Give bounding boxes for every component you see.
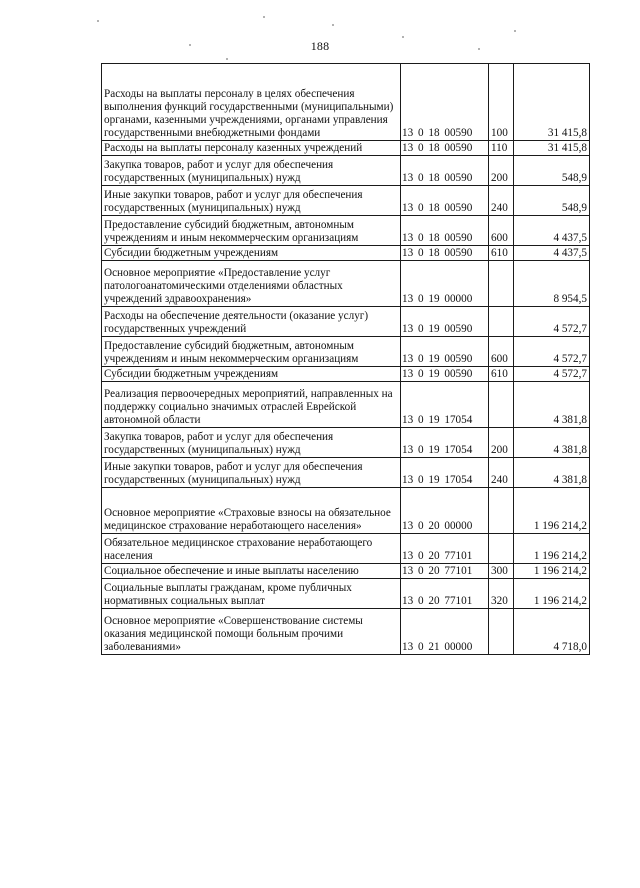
table-row <box>102 261 590 307</box>
table-row <box>102 367 590 382</box>
table-row <box>102 382 590 428</box>
scan-speck <box>189 44 191 46</box>
expense-name-cell: Расходы на выплаты персоналу в целях обеспечения выполнения функций государственными (муниципальными) органами, казенными учреждениями, органами управления государственными внебюджетными фондами <box>102 64 401 141</box>
amount-cell: 4 381,8 <box>514 428 590 458</box>
table-row <box>102 156 590 186</box>
expense-name-cell: Реализация первоочередных мероприятий, направленных на поддержку социально значимых отраслей Еврейской автономной области <box>102 382 401 428</box>
target-article-code-cell: 13 0 20 77101 <box>401 579 489 609</box>
expense-type-cell: 610 <box>489 246 514 261</box>
expense-name-cell: Основное мероприятие «Совершенствование системы оказания медицинской помощи больным прочими заболеваниями» <box>102 609 401 655</box>
expense-type-cell <box>489 534 514 564</box>
target-article-code-cell: 13 0 18 00590 <box>401 141 489 156</box>
expense-type-cell: 100 <box>489 64 514 141</box>
expense-type-cell <box>489 488 514 534</box>
target-article-code-cell: 13 0 19 17054 <box>401 428 489 458</box>
expense-name-cell: Иные закупки товаров, работ и услуг для обеспечения государственных (муниципальных) нужд <box>102 186 401 216</box>
expense-name-cell: Субсидии бюджетным учреждениям <box>102 246 401 261</box>
budget-table-body <box>102 64 590 655</box>
target-article-code-cell: 13 0 20 77101 <box>401 564 489 579</box>
expense-type-cell <box>489 307 514 337</box>
amount-cell: 4 437,5 <box>514 216 590 246</box>
table-row <box>102 216 590 246</box>
expense-type-cell: 200 <box>489 428 514 458</box>
scan-speck <box>226 58 228 60</box>
expense-type-cell: 240 <box>489 458 514 488</box>
expense-name-cell: Основное мероприятие «Страховые взносы на обязательное медицинское страхование неработающего населения» <box>102 488 401 534</box>
amount-cell: 548,9 <box>514 156 590 186</box>
amount-cell: 4 572,7 <box>514 367 590 382</box>
scan-speck <box>478 48 480 50</box>
page-number: 188 <box>310 39 330 53</box>
scan-speck <box>263 16 265 18</box>
amount-cell: 1 196 214,2 <box>514 579 590 609</box>
target-article-code-cell: 13 0 20 77101 <box>401 534 489 564</box>
target-article-code-cell: 13 0 18 00590 <box>401 246 489 261</box>
expense-name-cell: Расходы на выплаты персоналу казенных учреждений <box>102 141 401 156</box>
amount-cell: 4 381,8 <box>514 458 590 488</box>
expense-type-cell: 300 <box>489 564 514 579</box>
amount-cell: 8 954,5 <box>514 261 590 307</box>
scan-speck <box>514 30 516 32</box>
table-row <box>102 488 590 534</box>
target-article-code-cell: 13 0 18 00590 <box>401 64 489 141</box>
budget-table <box>101 63 590 655</box>
amount-cell: 4 572,7 <box>514 307 590 337</box>
target-article-code-cell: 13 0 19 00590 <box>401 367 489 382</box>
target-article-code-cell: 13 0 19 00590 <box>401 307 489 337</box>
table-row <box>102 579 590 609</box>
target-article-code-cell: 13 0 18 00590 <box>401 216 489 246</box>
table-row <box>102 609 590 655</box>
table-row <box>102 428 590 458</box>
amount-cell: 548,9 <box>514 186 590 216</box>
amount-cell: 4 718,0 <box>514 609 590 655</box>
expense-type-cell: 110 <box>489 141 514 156</box>
expense-name-cell: Социальное обеспечение и иные выплаты населению <box>102 564 401 579</box>
target-article-code-cell: 13 0 18 00590 <box>401 156 489 186</box>
expense-name-cell: Иные закупки товаров, работ и услуг для обеспечения государственных (муниципальных) нужд <box>102 458 401 488</box>
amount-cell: 4 437,5 <box>514 246 590 261</box>
amount-cell: 31 415,8 <box>514 64 590 141</box>
target-article-code-cell: 13 0 19 17054 <box>401 458 489 488</box>
expense-name-cell: Закупка товаров, работ и услуг для обеспечения государственных (муниципальных) нужд <box>102 428 401 458</box>
amount-cell: 4 381,8 <box>514 382 590 428</box>
table-row <box>102 307 590 337</box>
expense-type-cell <box>489 609 514 655</box>
target-article-code-cell: 13 0 19 00590 <box>401 337 489 367</box>
table-row <box>102 246 590 261</box>
expense-type-cell: 600 <box>489 216 514 246</box>
amount-cell: 31 415,8 <box>514 141 590 156</box>
target-article-code-cell: 13 0 19 00000 <box>401 261 489 307</box>
target-article-code-cell: 13 0 21 00000 <box>401 609 489 655</box>
expense-name-cell: Обязательное медицинское страхование неработающего населения <box>102 534 401 564</box>
amount-cell: 1 196 214,2 <box>514 534 590 564</box>
expense-type-cell: 200 <box>489 156 514 186</box>
scan-speck <box>332 24 334 26</box>
table-row <box>102 337 590 367</box>
scan-speck <box>97 20 99 22</box>
amount-cell: 4 572,7 <box>514 337 590 367</box>
amount-cell: 1 196 214,2 <box>514 564 590 579</box>
expense-name-cell: Субсидии бюджетным учреждениям <box>102 367 401 382</box>
target-article-code-cell: 13 0 19 17054 <box>401 382 489 428</box>
table-row <box>102 564 590 579</box>
table-row <box>102 458 590 488</box>
target-article-code-cell: 13 0 20 00000 <box>401 488 489 534</box>
expense-name-cell: Основное мероприятие «Предоставление услуг патологоанатомическими отделениями областных учреждений здравоохранения» <box>102 261 401 307</box>
target-article-code-cell: 13 0 18 00590 <box>401 186 489 216</box>
expense-type-cell: 240 <box>489 186 514 216</box>
expense-type-cell <box>489 261 514 307</box>
expense-name-cell: Расходы на обеспечение деятельности (оказание услуг) государственных учреждений <box>102 307 401 337</box>
scan-speck <box>402 36 404 38</box>
expense-type-cell: 600 <box>489 337 514 367</box>
expense-type-cell <box>489 382 514 428</box>
table-row <box>102 186 590 216</box>
expense-name-cell: Закупка товаров, работ и услуг для обеспечения государственных (муниципальных) нужд <box>102 156 401 186</box>
table-row <box>102 534 590 564</box>
expense-type-cell: 320 <box>489 579 514 609</box>
expense-name-cell: Предоставление субсидий бюджетным, автономным учреждениям и иным некоммерческим организациям <box>102 216 401 246</box>
amount-cell: 1 196 214,2 <box>514 488 590 534</box>
expense-name-cell: Предоставление субсидий бюджетным, автономным учреждениям и иным некоммерческим организациям <box>102 337 401 367</box>
expense-name-cell: Социальные выплаты гражданам, кроме публичных нормативных социальных выплат <box>102 579 401 609</box>
expense-type-cell: 610 <box>489 367 514 382</box>
table-row <box>102 141 590 156</box>
table-row <box>102 64 590 141</box>
